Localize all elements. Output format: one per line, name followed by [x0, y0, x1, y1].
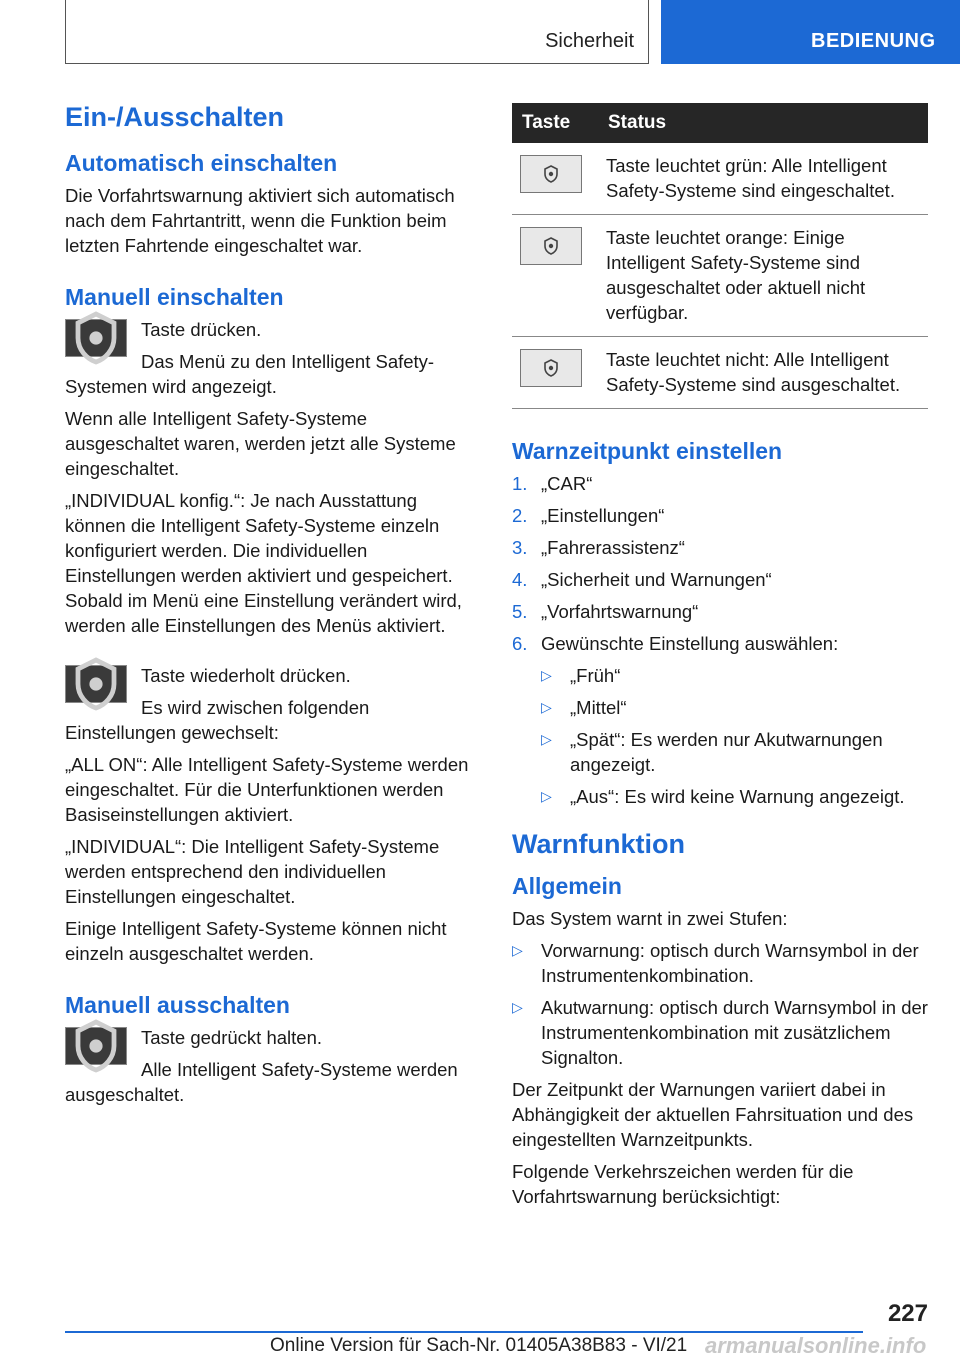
traffic-signs-text: Folgende Verkehrszeichen werden für die Vorfahrtswarnung berücksichtigt:	[512, 1160, 854, 1207]
toggle-settings-text: Es wird zwischen folgenden Einstellungen gewechselt:	[65, 696, 370, 743]
footer-watermark: armanualsonline.info	[705, 1333, 927, 1358]
list-item: ▷ Vorwarnung: optisch durch Warnsymbol in der Instrumentenkombination.	[512, 939, 919, 986]
table-header-status: Status	[598, 103, 928, 143]
heading-manual-off: Manuell ausschalten	[65, 991, 290, 1018]
heading-auto-on: Automatisch einschalten	[65, 150, 338, 177]
press-repeatedly-text: Taste wiederholt drücken.	[141, 664, 351, 686]
triangle-bullet-icon: ▷	[541, 730, 552, 747]
safety-button-icon	[65, 1027, 127, 1065]
table-cell-status: Taste leuchtet grün: Alle Intelligent Safety-Systeme sind eingeschaltet.	[598, 143, 928, 215]
triangle-bullet-icon: ▷	[512, 998, 523, 1015]
stages-list	[512, 938, 928, 1070]
cannot-disable-text: Einige Intelligent Safety-Systeme können nicht einzeln ausgeschaltet werden.	[65, 917, 447, 964]
all-on-setting-text: „ALL ON“: Alle Intelligent Safety-Systeme werden eingeschaltet. Für die Unterfunktionen werden Basiseinstellungen aktiviert.	[65, 753, 469, 825]
list-item: ▷ „Früh“	[541, 664, 621, 686]
right-column	[512, 103, 928, 1216]
list-item: 2. „Einstellungen“	[512, 504, 665, 526]
heading-warn-function: Warnfunktion	[512, 828, 685, 859]
table-header-key: Taste	[512, 103, 598, 143]
list-item: 5. „Vorfahrtswarnung“	[512, 600, 699, 622]
triangle-bullet-icon: ▷	[541, 666, 552, 683]
menu-shown-text: Das Menü zu den Intelligent Safety-Systemen wird angezeigt.	[65, 350, 435, 397]
warning-time-text: Der Zeitpunkt der Warnungen variiert dabei in Abhängigkeit der aktuellen Fahrsituation und des eingestellten Warnzeitpunkts.	[512, 1078, 914, 1150]
safety-button-icon	[65, 319, 127, 357]
triangle-bullet-icon: ▷	[541, 787, 552, 804]
auto-on-text: Die Vorfahrtswarnung aktiviert sich automatisch nach dem Fahrtantritt, wenn die Funktion beim letzten Fahrtende eingeschaltet war.	[65, 184, 455, 256]
table-row	[512, 337, 928, 409]
hold-button-text: Taste gedrückt halten.	[141, 1026, 322, 1048]
status-table	[512, 103, 928, 409]
heading-manual-on: Manuell einschalten	[65, 283, 284, 310]
press-once-text: Taste drücken.	[141, 318, 262, 340]
heading-general: Allgemein	[512, 872, 622, 899]
table-cell-status: Taste leuchtet orange: Einige Intelligent Safety-Systeme sind ausgeschaltet oder aktuell nicht verfügbar.	[598, 215, 928, 337]
all-on-text: Wenn alle Intelligent Safety-Systeme ausgeschaltet waren, werden jetzt alle Systeme eingeschaltet.	[65, 407, 456, 479]
list-item: ▷ „Spät“: Es werden nur Akutwarnungen angezeigt.	[541, 728, 883, 775]
steps-list	[512, 471, 928, 809]
list-item: 6. Gewünschte Einstellung auswählen: ▷ „Früh“ ▷ „Mittel“ ▷ „Spät“: Es werden nur Akutwarnungen angezeigt. ▷ „Aus“: Es wird keine Warnung angezeigt.	[512, 631, 928, 809]
footer-online-text: Online Version für Sach-Nr. 01405A38B83 - VI/21	[270, 1335, 688, 1356]
triangle-bullet-icon: ▷	[512, 941, 523, 958]
heading-warn-time: Warnzeitpunkt einstellen	[512, 438, 783, 464]
general-text: Das System warnt in zwei Stufen:	[512, 907, 788, 929]
table-row	[512, 143, 928, 215]
table-row	[512, 215, 928, 337]
safety-button-icon	[65, 665, 127, 703]
header-chapter: BEDIENUNG	[661, 0, 960, 64]
options-list	[541, 663, 928, 809]
individual-setting-text: „INDIVIDUAL“: Die Intelligent Safety-Systeme werden entsprechend den individuellen Einstellungen eingeschaltet.	[65, 835, 440, 907]
list-item: ▷ „Mittel“	[541, 696, 627, 718]
list-item: 4. „Sicherheit und Warnungen“	[512, 568, 772, 590]
list-item: 1. „CAR“	[512, 472, 593, 494]
safety-button-icon	[520, 349, 582, 387]
safety-button-icon	[520, 155, 582, 193]
header-section: Sicherheit	[545, 30, 634, 52]
page-number: 227	[887, 1300, 928, 1327]
heading-ein-ausschalten: Ein-/Ausschalten	[65, 102, 285, 132]
list-item: 3. „Fahrerassistenz“	[512, 536, 685, 558]
table-cell-status: Taste leuchtet nicht: Alle Intelligent Safety-Systeme sind ausgeschaltet.	[598, 337, 928, 409]
all-off-text: Alle Intelligent Safety-Systeme werden ausgeschaltet.	[65, 1058, 458, 1105]
list-item: ▷ Akutwarnung: optisch durch Warnsymbol in der Instrumentenkombination mit zusätzlichem Signalton.	[512, 996, 928, 1068]
header-section-box	[65, 0, 649, 64]
list-item: ▷ „Aus“: Es wird keine Warnung angezeigt.	[541, 785, 905, 807]
left-column	[65, 100, 477, 1114]
individual-config-text: „INDIVIDUAL konfig.“: Je nach Ausstattung können die Intelligent Safety-Systeme einzeln konfiguriert werden. Die individuellen Einstellungen werden aktiviert und gespeichert. Sobald im Menü eine Einstellung verändert wird, werden alle Einstellungen des Menüs aktiviert.	[65, 489, 462, 636]
safety-button-icon	[520, 227, 582, 265]
triangle-bullet-icon: ▷	[541, 698, 552, 715]
